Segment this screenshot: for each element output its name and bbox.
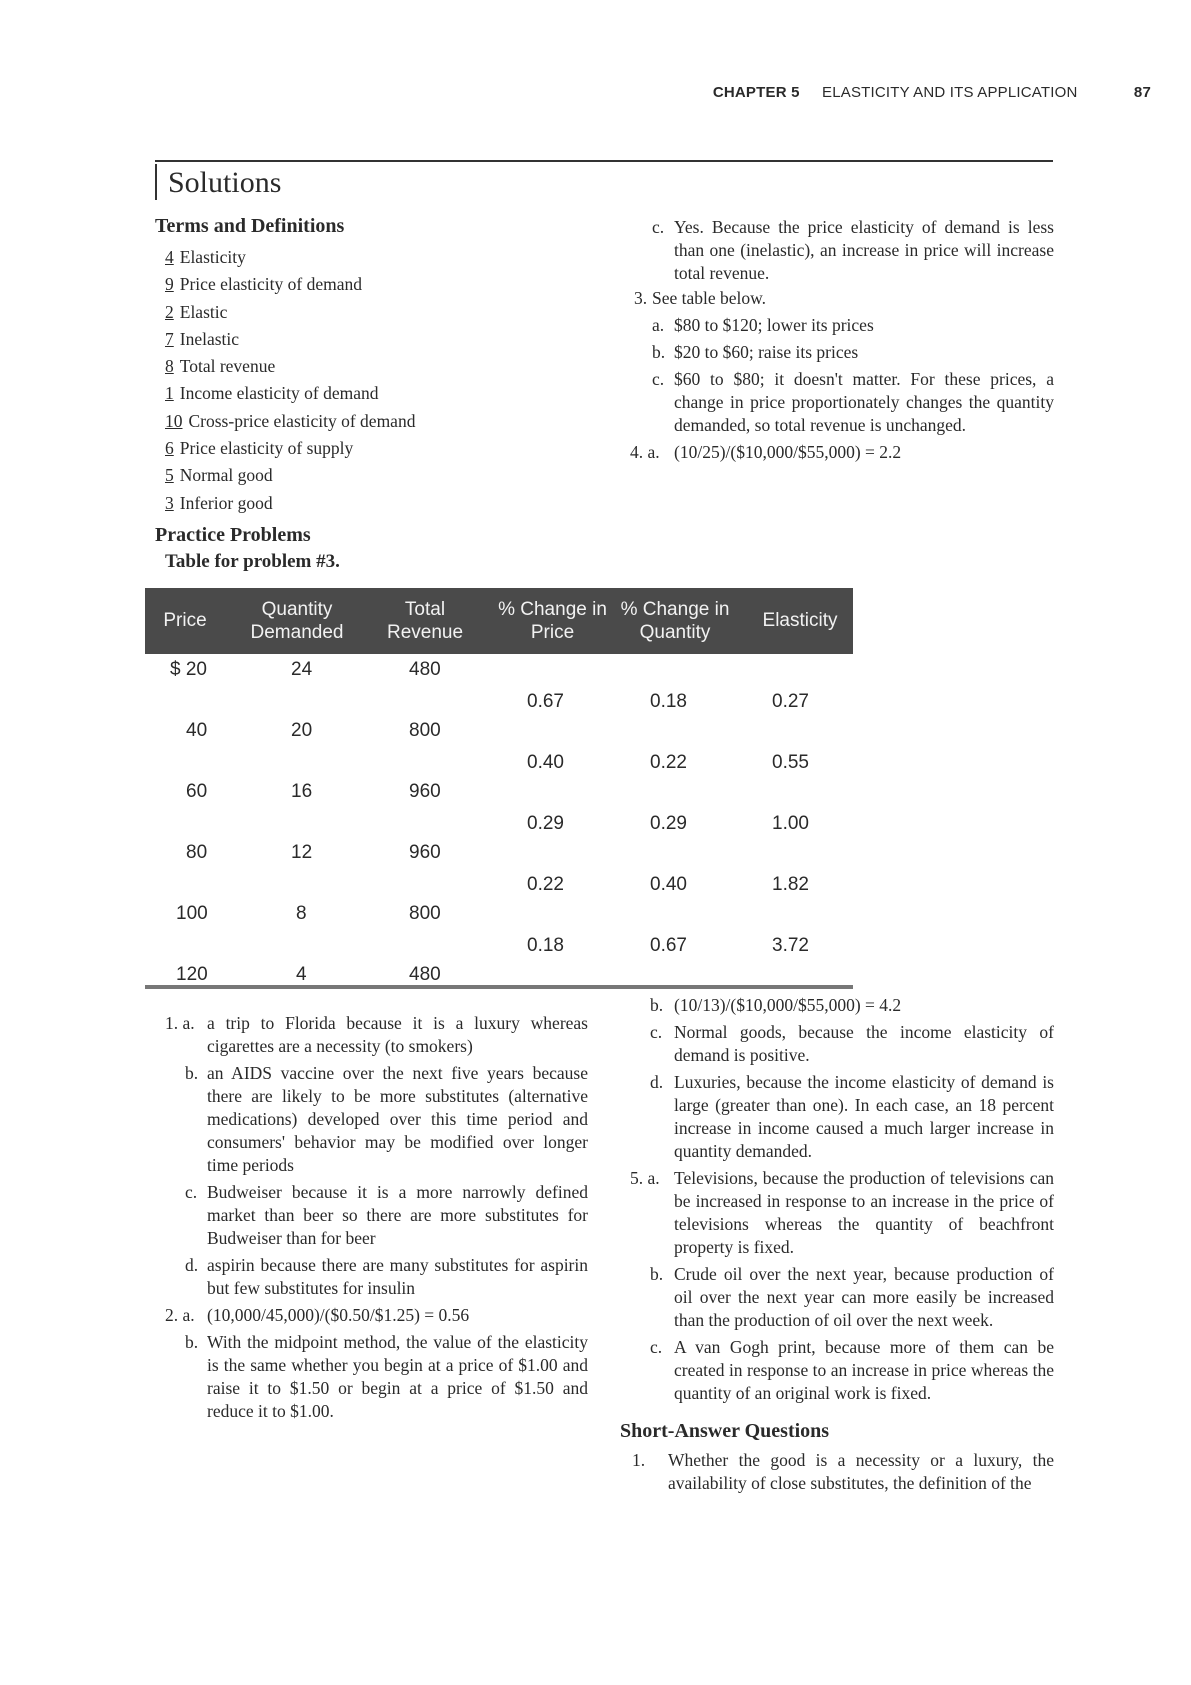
short-answer-item: 1. Whether the good is a necessity or a luxury, the availability of close substitutes, the definition of the	[632, 1450, 1054, 1493]
header-revenue: Total Revenue	[386, 599, 464, 643]
term-item: 10 Cross-price elasticity of demand	[165, 410, 416, 431]
term-item: 5 Normal good	[165, 465, 273, 486]
cell-revenue: 800	[409, 720, 441, 741]
cell-price: $ 20	[170, 659, 207, 680]
answer-2b: b. With the midpoint method, the value of the elasticity is the same whether you begin at a price of $1.00 and raise it to $1.50 or begin at a price of $1.50 and reduce it to $1.00.	[185, 1332, 588, 1421]
cell-pct-qty: 0.40	[650, 874, 687, 895]
term-item: 2 Elastic	[165, 301, 228, 322]
term-item: 6 Price elasticity of supply	[165, 438, 354, 459]
answer-4c: c. Normal goods, because the income elasticity of demand is positive.	[650, 1022, 1054, 1065]
cell-pct-price: 0.67	[527, 691, 564, 712]
cell-price: 40	[186, 720, 208, 741]
cell-pct-price: 0.40	[527, 752, 564, 773]
answer-3: 3. See table below.	[634, 288, 767, 308]
cell-pct-price: 0.18	[527, 935, 564, 956]
chapter-label: CHAPTER 5	[712, 84, 800, 101]
answer-2c: c. Yes. Because the price elasticity of demand is less than one (inelastic), an increase in price will increase total revenue.	[652, 217, 1054, 283]
answer-5a: 5. a. Televisions, because the production of televisions can be increased in response to an increase in the price of televisions whereas the quantity of beachfront property is fixed.	[630, 1168, 1054, 1257]
table-bottom-rule	[145, 985, 853, 989]
cell-pct-qty: 0.67	[650, 935, 687, 956]
cell-price: 60	[186, 781, 208, 802]
cell-qty: 4	[296, 964, 307, 985]
cell-revenue: 480	[409, 964, 441, 985]
cell-price: 80	[186, 842, 208, 863]
cell-revenue: 960	[409, 781, 441, 802]
term-item: 7 Inelastic	[165, 328, 240, 349]
answer-1b: b. an AIDS vaccine over the next five years because there are likely to be more substitutes (alternative medications) developed over this time period and consumers' behavior may be modified over longer time periods	[185, 1063, 588, 1175]
answers-right-bottom	[630, 994, 1054, 1405]
cell-elasticity: 1.00	[772, 813, 809, 834]
terms-heading: Terms and Definitions	[155, 215, 345, 237]
table-header	[145, 588, 853, 654]
cell-qty: 12	[291, 842, 313, 863]
cell-elasticity: 0.55	[772, 752, 809, 773]
answer-3a: a. $80 to $120; lower its prices	[652, 315, 874, 335]
cell-revenue: 960	[409, 842, 441, 863]
answer-5c: c. A van Gogh print, because more of them can be created in response to an increase in price whereas the quantity of an original work is fixed.	[650, 1337, 1054, 1403]
table-title: Table for problem #3.	[165, 551, 340, 572]
solutions-title: Solutions	[168, 166, 282, 199]
answers-left	[165, 1012, 588, 1423]
term-item: 4 Elasticity	[165, 247, 246, 267]
cell-revenue: 480	[409, 659, 441, 680]
title-bar	[155, 164, 157, 200]
answers-right-top	[630, 216, 1054, 464]
cell-qty: 20	[291, 720, 313, 741]
term-item: 1 Income elasticity of demand	[165, 383, 379, 404]
cell-pct-qty: 0.18	[650, 691, 687, 712]
term-item: 8 Total revenue	[165, 356, 276, 377]
answer-3c: c. $60 to $80; it doesn't matter. For these prices, a change in price proportionately changes the quantity demanded, so total revenue is unchanged.	[652, 369, 1054, 435]
header-quantity: Quantity Demanded	[250, 599, 344, 643]
answer-4a: 4. a. (10/25)/($10,000/$55,000) = 2.2	[630, 442, 902, 462]
cell-elasticity: 0.27	[772, 691, 809, 712]
answer-3b: b. $20 to $60; raise its prices	[652, 342, 859, 362]
term-item: 9 Price elasticity of demand	[165, 274, 362, 295]
cell-qty: 8	[296, 903, 307, 924]
header-pct-price: % Change in Price	[498, 599, 607, 643]
answer-1a: 1. a. a trip to Florida because it is a luxury whereas cigarettes are a necessity (to smokers)	[165, 1013, 588, 1056]
cell-qty: 24	[291, 659, 313, 680]
chapter-title: ELASTICITY AND ITS APPLICATION	[822, 84, 1078, 101]
terms-list	[165, 244, 415, 517]
header-elasticity: Elasticity	[762, 610, 838, 631]
header-price: Price	[163, 610, 207, 631]
answer-5b: b. Crude oil over the next year, because production of oil over the next year can more easily be increased than the production of oil over the next week.	[650, 1264, 1054, 1330]
answer-2a: 2. a. (10,000/45,000)/($0.50/$1.25) = 0.56	[165, 1305, 470, 1325]
answer-4b: b. (10/13)/($10,000/$55,000) = 4.2	[650, 995, 902, 1015]
answer-4d: d. Luxuries, because the income elasticity of demand is large (greater than one). In each case, an 18 percent increase in income caused a much larger increase in quantity demanded.	[650, 1072, 1054, 1161]
cell-pct-qty: 0.22	[650, 752, 687, 773]
cell-price: 120	[176, 964, 208, 985]
cell-pct-price: 0.29	[527, 813, 564, 834]
short-answer-q1	[632, 1449, 1054, 1495]
header-pct-qty: % Change in Quantity	[620, 599, 730, 643]
cell-pct-qty: 0.29	[650, 813, 687, 834]
page-number: 87	[1133, 84, 1151, 101]
practice-heading: Practice Problems	[155, 524, 311, 546]
cell-elasticity: 1.82	[772, 874, 809, 895]
cell-pct-price: 0.22	[527, 874, 564, 895]
answer-1c: c. Budweiser because it is a more narrowly defined market than beer so there are more substitutes for Budweiser than for beer	[185, 1182, 588, 1248]
header-rule	[155, 160, 1053, 162]
term-item: 3 Inferior good	[165, 492, 273, 513]
cell-qty: 16	[291, 781, 313, 802]
cell-price: 100	[176, 903, 208, 924]
cell-revenue: 800	[409, 903, 441, 924]
cell-elasticity: 3.72	[772, 935, 809, 956]
short-answer-heading: Short-Answer Questions	[620, 1420, 830, 1442]
answer-1d: d. aspirin because there are many substitutes for aspirin but few substitutes for insulin	[185, 1255, 588, 1298]
running-header	[713, 84, 1151, 101]
